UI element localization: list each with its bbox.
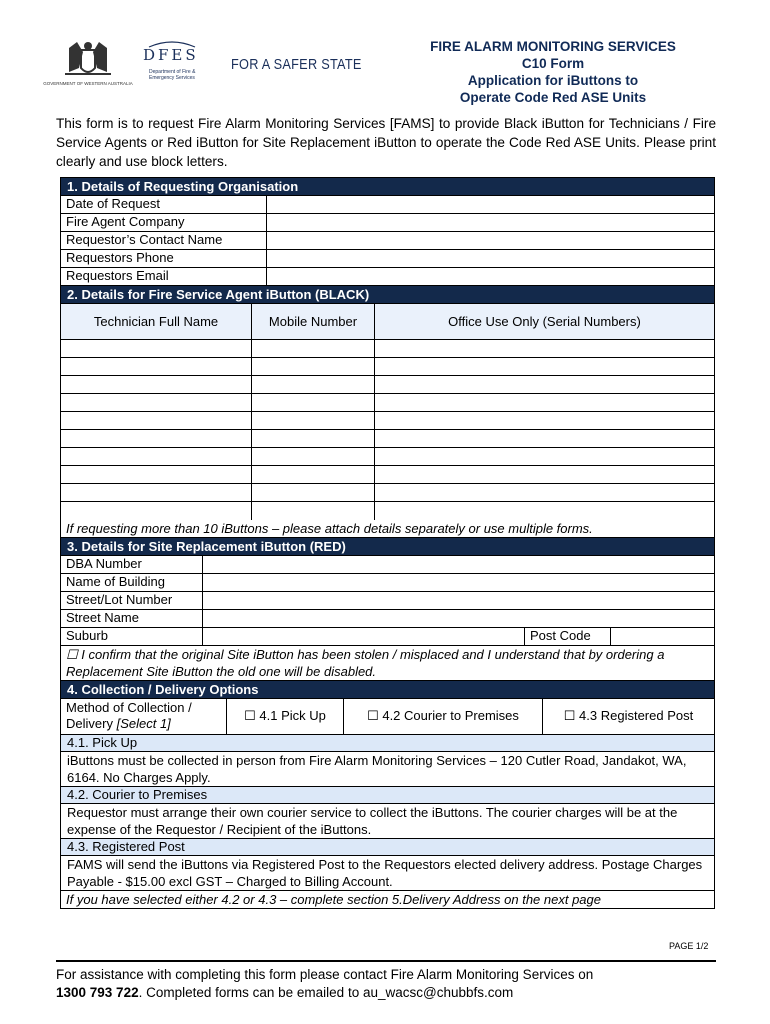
form-title [403, 38, 703, 106]
field-label-date-of-request: Date of Request [61, 196, 267, 213]
field-label-contact-name: Requestor’s Contact Name [61, 232, 267, 249]
contact-name-input[interactable] [267, 232, 714, 249]
slogan: FOR A SAFER STATE [231, 56, 362, 73]
serial-number-cell[interactable] [375, 394, 714, 411]
technician-row [61, 412, 714, 430]
title-line-3: Application for iButtons to [467, 73, 639, 88]
mobile-number-input[interactable] [252, 340, 375, 357]
intro-paragraph: This form is to request Fire Alarm Monitoring Services [FAMS] to provide Black iButton for Technicians / Fire Service Agents or Red iButton for Site Replacement iButton to operate the Code Red ASE Units. Please print clearly and use block letters. [56, 116, 716, 169]
technician-rows [61, 340, 714, 520]
technician-table-header [61, 304, 714, 340]
serial-number-cell[interactable] [375, 484, 714, 501]
field-label-street-lot-number: Street/Lot Number [61, 592, 203, 609]
footer-line-2 [56, 984, 716, 1002]
dfes-logo [143, 46, 213, 88]
footer-phone: 1300 793 722 [56, 985, 139, 1000]
technician-name-input[interactable] [61, 376, 252, 393]
technician-row [61, 466, 714, 484]
technician-name-input[interactable] [61, 340, 252, 357]
page-number: PAGE 1/2 [669, 941, 709, 951]
mobile-number-input[interactable] [252, 430, 375, 447]
mobile-number-input[interactable] [252, 394, 375, 411]
technician-row [61, 448, 714, 466]
mobile-number-input[interactable] [252, 502, 375, 520]
section-3-heading: 3. Details for Site Replacement iButton (RED) [61, 538, 714, 556]
page-header [43, 38, 715, 110]
serial-number-cell[interactable] [375, 376, 714, 393]
mobile-number-input[interactable] [252, 466, 375, 483]
serial-number-cell[interactable] [375, 466, 714, 483]
option-4-2-heading: 4.2. Courier to Premises [61, 787, 714, 804]
technician-row [61, 358, 714, 376]
replacement-confirm-checkbox[interactable]: ☐ I confirm that the original Site iButton has been stolen / misplaced and I understand that by ordering a Replacement Site iButton the old one will be disabled. [61, 646, 714, 681]
serial-number-cell[interactable] [375, 358, 714, 375]
serial-number-cell[interactable] [375, 430, 714, 447]
date-of-request-input[interactable] [267, 196, 714, 213]
suburb-input[interactable] [203, 628, 525, 645]
serial-number-cell[interactable] [375, 502, 714, 520]
field-label-building-name: Name of Building [61, 574, 203, 591]
title-line-4: Operate Code Red ASE Units [459, 90, 647, 105]
technician-name-input[interactable] [61, 484, 252, 501]
method-label-text: Method of Collection / Delivery [66, 700, 192, 731]
serial-number-cell[interactable] [375, 448, 714, 465]
col-technician-name: Technician Full Name [61, 304, 252, 339]
field-label-post-code: Post Code [525, 628, 611, 645]
option-4-2-text: Requestor must arrange their own courier service to collect the iButtons. The courier charges will be at the expense of the Requestor / Recipient of the iButtons. [61, 804, 714, 839]
technician-name-input[interactable] [61, 430, 252, 447]
field-label-street-name: Street Name [61, 610, 203, 627]
technician-row [61, 502, 714, 520]
option-4-3-text: FAMS will send the iButtons via Registered Post to the Requestors elected delivery address. Postage Charges Payable - $15.00 excl GST – Charged to Billing Account. [61, 856, 714, 891]
mobile-number-input[interactable] [252, 448, 375, 465]
technician-name-input[interactable] [61, 502, 252, 520]
col-office-use: Office Use Only (Serial Numbers) [448, 313, 641, 329]
street-name-input[interactable] [203, 610, 714, 627]
field-label-email: Requestors Email [61, 268, 267, 285]
technician-name-input[interactable] [61, 448, 252, 465]
technician-name-input[interactable] [61, 358, 252, 375]
phone-input[interactable] [267, 250, 714, 267]
method-label [61, 699, 227, 734]
technician-row [61, 394, 714, 412]
col-mobile-number: Mobile Number [252, 304, 375, 339]
technician-row [61, 340, 714, 358]
footer-divider [56, 960, 716, 962]
technician-name-input[interactable] [61, 394, 252, 411]
mobile-number-input[interactable] [252, 376, 375, 393]
section-4-heading: 4. Collection / Delivery Options [61, 681, 714, 699]
footer-email-text: . Completed forms can be emailed to au_wacsc@chubbfs.com [138, 985, 514, 1000]
mobile-number-input[interactable] [252, 412, 375, 429]
option-4-3-heading: 4.3. Registered Post [61, 839, 714, 856]
option-pick-up-checkbox[interactable]: ☐ 4.1 Pick Up [227, 699, 344, 734]
dfes-subtitle: Department of Fire & Emergency Services [149, 69, 196, 81]
method-hint: [Select 1] [116, 716, 171, 731]
section-2-note: If requesting more than 10 iButtons – please attach details separately or use multiple forms. [61, 520, 714, 538]
field-label-phone: Requestors Phone [61, 250, 267, 267]
dfes-wordmark: DFES [143, 46, 199, 64]
fire-agent-company-input[interactable] [267, 214, 714, 231]
option-registered-post-checkbox[interactable]: ☐ 4.3 Registered Post [563, 708, 694, 724]
dba-number-input[interactable] [203, 556, 714, 573]
footer-line-1: For assistance with completing this form please contact Fire Alarm Monitoring Services on [56, 967, 594, 982]
field-label-suburb: Suburb [61, 628, 203, 645]
building-name-input[interactable] [203, 574, 714, 591]
section-2-heading: 2. Details for Fire Service Agent iButton (BLACK) [61, 286, 714, 304]
email-input[interactable] [267, 268, 714, 285]
mobile-number-input[interactable] [252, 484, 375, 501]
option-4-1-heading: 4.1. Pick Up [61, 735, 714, 752]
section-4-final-note: If you have selected either 4.2 or 4.3 – complete section 5.Delivery Address on the next page [66, 892, 601, 907]
technician-row [61, 484, 714, 502]
street-lot-number-input[interactable] [203, 592, 714, 609]
application-form [60, 177, 715, 909]
wa-government-crest-logo [43, 38, 133, 94]
crest-text: GOVERNMENT OF WESTERN AUSTRALIA [43, 81, 133, 86]
post-code-input[interactable] [611, 628, 714, 645]
technician-name-input[interactable] [61, 466, 252, 483]
footer [56, 966, 716, 1002]
title-line-2: C10 Form [521, 56, 585, 71]
option-4-1-text: iButtons must be collected in person from Fire Alarm Monitoring Services – 120 Cutler Road, Jandakot, WA, 6164. No Charges Apply. [61, 752, 714, 787]
mobile-number-input[interactable] [252, 358, 375, 375]
title-line-1: FIRE ALARM MONITORING SERVICES [430, 39, 676, 54]
field-label-fire-agent-company: Fire Agent Company [61, 214, 267, 231]
serial-number-cell[interactable] [375, 340, 714, 357]
field-label-dba-number: DBA Number [61, 556, 203, 573]
technician-row [61, 430, 714, 448]
technician-row [61, 376, 714, 394]
section-1-heading: 1. Details of Requesting Organisation [61, 178, 714, 196]
option-courier-checkbox[interactable]: ☐ 4.2 Courier to Premises [344, 699, 543, 734]
technician-name-input[interactable] [61, 412, 252, 429]
serial-number-cell[interactable] [375, 412, 714, 429]
